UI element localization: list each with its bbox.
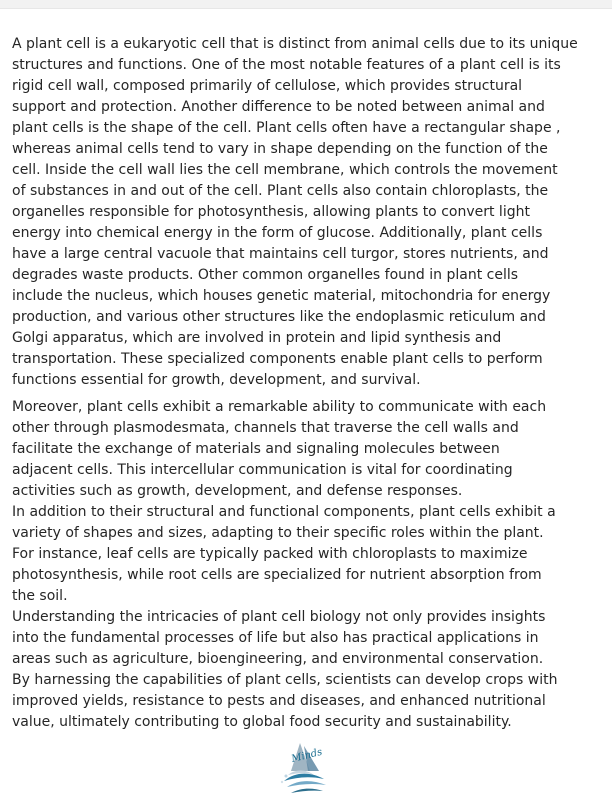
text-line: For instance, leaf cells are typically packed with chloroplasts to maximize (12, 546, 528, 562)
text-line: In addition to their structural and functional components, plant cells exhibit a (12, 504, 556, 520)
text-line: By harnessing the capabilities of plant cells, scientists can develop crops with (12, 672, 558, 688)
text-line: adjacent cells. This intercellular communication is vital for coordinating (12, 462, 513, 478)
text-line: plant cells is the shape of the cell. Plant cells often have a rectangular shape , (12, 120, 561, 136)
text-line: facilitate the exchange of materials and signaling molecules between (12, 441, 500, 457)
text-line: include the nucleus, which houses genetic material, mitochondria for energy (12, 288, 551, 304)
text-line: organelles responsible for photosynthesis, allowing plants to convert light (12, 204, 530, 220)
text-line: transportation. These specialized components enable plant cells to perform (12, 351, 543, 367)
text-line: rigid cell wall, composed primarily of cellulose, which provides structural (12, 78, 523, 94)
text-line: cell. Inside the cell wall lies the cell membrane, which controls the movement (12, 162, 558, 178)
text-line: Understanding the intricacies of plant cell biology not only provides insights (12, 609, 546, 625)
text-line: photosynthesis, while root cells are specialized for nutrient absorption from (12, 567, 542, 583)
text-line: have a large central vacuole that maintains cell turgor, stores nutrients, and (12, 246, 549, 262)
text-line: Moreover, plant cells exhibit a remarkable ability to communicate with each (12, 399, 547, 415)
text-line: of substances in and out of the cell. Plant cells also contain chloroplasts, the (12, 183, 549, 199)
paragraph-2 (12, 397, 612, 733)
text-line: other through plasmodesmata, channels that traverse the cell walls and (12, 420, 519, 436)
sailboat-wave-logo-icon (266, 737, 348, 797)
text-line: degrades waste products. Other common organelles found in plant cells (12, 267, 519, 283)
text-line: Golgi apparatus, which are involved in protein and lipid synthesis and (12, 330, 502, 346)
text-line: functions essential for growth, development, and survival. (12, 372, 421, 388)
text-line: energy into chemical energy in the form of glucose. Additionally, plant cells (12, 225, 543, 241)
text-line: A plant cell is a eukaryotic cell that is distinct from animal cells due to its unique (12, 36, 578, 52)
logo-text: Minds (290, 746, 324, 765)
text-line: value, ultimately contributing to global food security and sustainability. (12, 714, 512, 730)
text-line: the soil. (12, 588, 68, 604)
text-line: structures and functions. One of the most notable features of a plant cell is its (12, 57, 561, 73)
text-line: improved yields, resistance to pests and diseases, and enhanced nutritional (12, 693, 546, 709)
text-line: into the fundamental processes of life but also has practical applications in (12, 630, 539, 646)
text-line: areas such as agriculture, bioengineering, and environmental conservation. (12, 651, 544, 667)
text-line: activities such as growth, development, and defense responses. (12, 483, 463, 499)
text-line: production, and various other structures like the endoplasmic reticulum and (12, 309, 546, 325)
text-line: support and protection. Another difference to be noted between animal and (12, 99, 545, 115)
paragraph-1 (12, 34, 612, 391)
text-line: variety of shapes and sizes, adapting to their specific roles within the plant. (12, 525, 544, 541)
text-line: whereas animal cells tend to vary in shape depending on the function of the (12, 141, 548, 157)
